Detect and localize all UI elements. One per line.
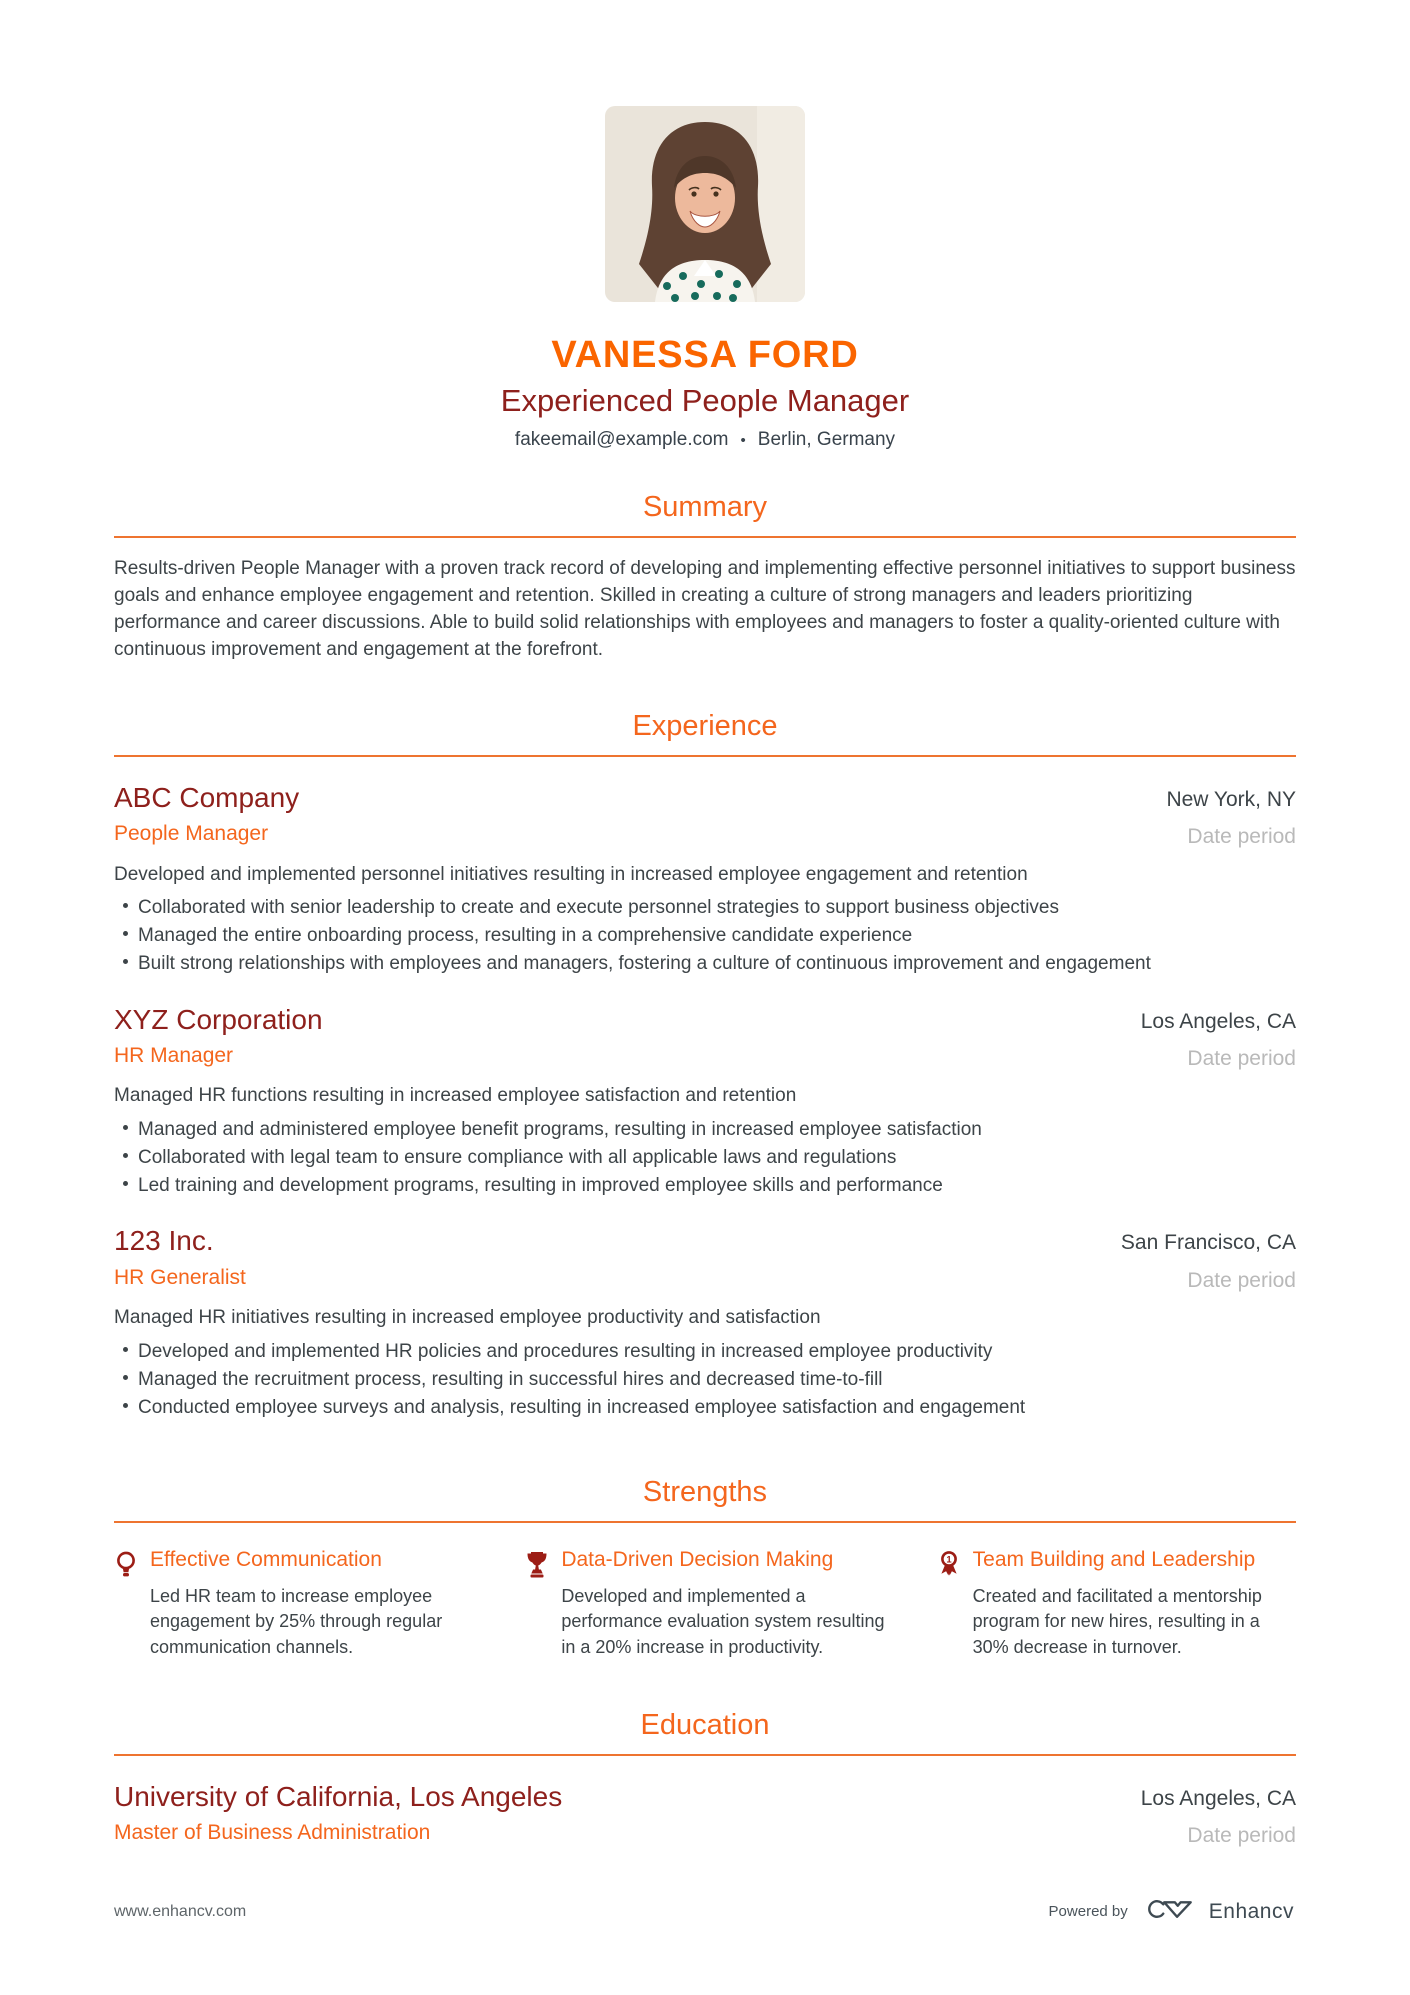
entry-location: Los Angeles, CA	[1140, 1786, 1296, 1810]
svg-text:1: 1	[946, 1554, 952, 1566]
bullet-item: Developed and implemented HR policies and procedures resulting in increased employee productivity	[114, 1338, 1121, 1366]
strength-text: Led HR team to increase employee engagement by 25% through regular communication channels.	[150, 1585, 443, 1657]
experience-heading: Experience	[632, 709, 778, 742]
strength-text: Developed and implemented a performance evaluation system resulting in a 20% increase in productivity.	[561, 1585, 885, 1657]
summary-heading: Summary	[642, 491, 768, 523]
strength-title: Team Building and Leadership	[972, 1547, 1256, 1571]
enhancv-wordmark: Enhancv	[1208, 1899, 1294, 1923]
strength-text: Created and facilitated a mentorship program for new hires, resulting in a 30% decrease in turnover.	[972, 1585, 1262, 1657]
entry-location: San Francisco, CA	[1120, 1231, 1296, 1255]
entry-main	[114, 1003, 1141, 1201]
section-strengths	[114, 1476, 1296, 1661]
entry-date: Date period	[1187, 1268, 1296, 1292]
strength-title: Effective Communication	[150, 1547, 382, 1571]
dot-separator-icon: •	[740, 431, 746, 449]
section-education	[114, 1709, 1296, 1850]
summary-text: Results-driven People Manager with a proven track record of developing and implementing effective personnel initiatives to support business goals and enhance employee engagement and retention. Skilled in creating a culture of strong managers and leaders prioritizing performance and career discussions. Able to build solid relationships with employees and managers to foster a quality-oriented culture with continuous improvement and engagement at the forefront.	[114, 558, 1296, 660]
footer	[114, 1896, 1294, 1927]
job-title: HR Manager	[114, 1044, 234, 1068]
entry-description: Managed HR initiatives resulting in increased employee productivity and satisfaction	[114, 1307, 821, 1329]
education-heading: Education	[640, 1708, 770, 1741]
bullet-item: Led training and development programs, resulting in improved employee skills and performance	[114, 1172, 1141, 1200]
enhancv-logo-link[interactable]	[1142, 1896, 1294, 1927]
section-experience	[114, 710, 1296, 1422]
bullet-list	[114, 894, 1166, 978]
section-summary	[114, 491, 1296, 664]
entry-description: Developed and implemented personnel initiatives resulting in increased employee engagement and retention	[114, 863, 1028, 885]
bullet-item: Managed and administered employee benefit programs, resulting in increased employee satisfaction	[114, 1116, 1141, 1144]
header	[114, 106, 1296, 451]
entry-meta	[1141, 1780, 1296, 1850]
bullet-item: Collaborated with senior leadership to create and execute personnel strategies to support business objectives	[114, 894, 1166, 922]
heading-rule	[114, 1754, 1296, 1756]
company-name: XYZ Corporation	[114, 1003, 323, 1035]
bullet-item: Managed the entire onboarding process, resulting in a comprehensive candidate experience	[114, 922, 1166, 950]
bullet-list	[114, 1338, 1121, 1422]
powered-by	[1049, 1896, 1294, 1927]
entry-date: Date period	[1187, 825, 1296, 849]
strength-title: Data-Driven Decision Making	[561, 1547, 834, 1571]
bullet-item: Collaborated with legal team to ensure compliance with all applicable laws and regulations	[114, 1144, 1141, 1172]
bullet-item: Built strong relationships with employees and managers, fostering a culture of continuous improvement and engagement	[114, 950, 1166, 978]
entry-description: Managed HR functions resulting in increased employee satisfaction and retention	[114, 1085, 797, 1107]
education-entry	[114, 1780, 1296, 1850]
entry-date: Date period	[1187, 1046, 1296, 1070]
contact-email[interactable]: fakeemail@example.com	[514, 429, 729, 450]
strengths-heading: Strengths	[642, 1475, 768, 1508]
entry-main	[114, 781, 1166, 979]
experience-entry	[114, 1003, 1296, 1201]
powered-by-label: Powered by	[1048, 1903, 1128, 1920]
lightbulb-icon	[114, 1549, 138, 1586]
candidate-name: VANESSA FORD	[551, 334, 859, 376]
job-title: People Manager	[114, 822, 269, 846]
entry-location: New York, NY	[1166, 787, 1296, 811]
company-name: 123 Inc.	[114, 1225, 214, 1257]
strengths-grid	[114, 1547, 1296, 1661]
strength-item	[114, 1547, 473, 1661]
bullet-item: Conducted employee surveys and analysis, resulting in increased employee satisfaction and engagement	[114, 1394, 1121, 1422]
website-link[interactable]: www.enhancv.com	[114, 1902, 247, 1920]
entry-location: Los Angeles, CA	[1140, 1009, 1296, 1033]
candidate-headline: Experienced People Manager	[500, 383, 910, 418]
entry-meta	[1121, 1224, 1296, 1422]
trophy-icon	[525, 1549, 549, 1586]
experience-entry	[114, 1224, 1296, 1422]
bullet-list	[114, 1116, 1141, 1200]
entry-meta	[1141, 1003, 1296, 1201]
entry-meta	[1166, 781, 1296, 979]
experience-entry	[114, 781, 1296, 979]
degree: Master of Business Administration	[114, 1821, 431, 1845]
contact-location: Berlin, Germany	[757, 429, 896, 450]
entry-main	[114, 1780, 1141, 1850]
profile-photo	[605, 106, 805, 302]
heading-rule	[114, 536, 1296, 538]
strength-item	[525, 1547, 884, 1661]
company-name: ABC Company	[114, 781, 300, 813]
entry-main	[114, 1224, 1121, 1422]
enhancv-logo-icon	[1142, 1896, 1200, 1927]
bullet-item: Managed the recruitment process, resulting in successful hires and decreased time-to-fill	[114, 1366, 1121, 1394]
medal-icon	[937, 1549, 961, 1586]
contact-line	[114, 429, 1296, 451]
strength-item	[937, 1547, 1296, 1661]
job-title: HR Generalist	[114, 1265, 246, 1289]
school-name: University of California, Los Angeles	[114, 1780, 563, 1812]
heading-rule	[114, 755, 1296, 757]
heading-rule	[114, 1521, 1296, 1523]
portrait-illustration	[605, 106, 805, 302]
entry-date: Date period	[1187, 1823, 1296, 1847]
